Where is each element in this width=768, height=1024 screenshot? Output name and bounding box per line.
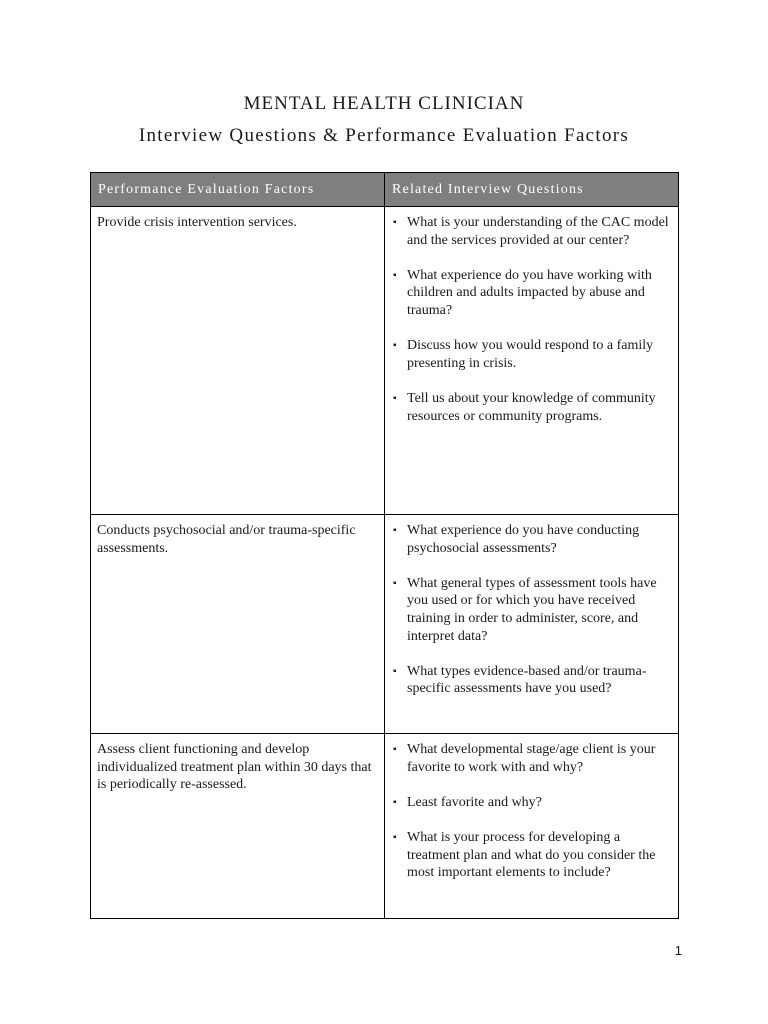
list-item	[391, 267, 672, 320]
factor-cell	[91, 515, 385, 734]
question-list	[391, 522, 672, 698]
square-bullet-icon: ▪	[393, 340, 397, 352]
page-number: 1	[674, 943, 682, 958]
square-bullet-icon: ▪	[393, 525, 397, 536]
square-bullet-icon: ▪	[393, 217, 397, 228]
list-item	[391, 575, 672, 645]
question-text: Least favorite and why?	[407, 794, 542, 810]
question-list	[391, 214, 672, 425]
list-item	[391, 390, 672, 425]
list-item	[391, 829, 672, 882]
factor-text: Conducts psychosocial and/or trauma-specific assessments.	[97, 523, 356, 556]
list-item	[391, 214, 672, 249]
square-bullet-icon: ▪	[393, 796, 397, 808]
question-text: What experience do you have conducting psychosocial assessments?	[407, 523, 640, 556]
factor-text: Assess client functioning and develop individualized treatment plan within 30 days that is periodically re-assessed.	[97, 742, 372, 793]
header-performance-factors: Performance Evaluation Factors	[91, 173, 385, 207]
table-row	[91, 207, 679, 515]
page-subtitle: Interview Questions & Performance Evaluation Factors	[138, 125, 630, 146]
list-item	[391, 663, 672, 698]
square-bullet-icon: ▪	[393, 665, 397, 677]
page-title: MENTAL HEALTH CLINICIAN	[243, 93, 525, 114]
table-header-row	[91, 173, 679, 207]
table-row	[91, 515, 679, 734]
square-bullet-icon: ▪	[393, 392, 397, 404]
list-item	[391, 741, 672, 776]
question-text: What experience do you have working with children and adults impacted by abuse and trauma?	[407, 267, 652, 318]
questions-cell	[385, 515, 679, 734]
question-text: What types evidence-based and/or trauma-specific assessments have you used?	[407, 663, 647, 697]
list-item	[391, 794, 672, 812]
table-row	[91, 734, 679, 919]
question-text: Discuss how you would respond to a family presenting in crisis.	[407, 338, 654, 371]
factor-text: Provide crisis intervention services.	[97, 215, 297, 230]
question-text: What is your process for developing a treatment plan and what do you consider the most important elements to include?	[407, 829, 656, 881]
questions-cell	[385, 734, 679, 919]
question-list	[391, 741, 672, 882]
square-bullet-icon: ▪	[393, 269, 397, 281]
square-bullet-icon: ▪	[393, 831, 397, 843]
factor-cell	[91, 207, 385, 515]
factor-cell	[91, 734, 385, 919]
question-text: Tell us about your knowledge of community resources or community programs.	[407, 390, 656, 424]
evaluation-table	[90, 172, 679, 919]
questions-cell	[385, 207, 679, 515]
question-text: What developmental stage/age client is your favorite to work with and why?	[407, 742, 656, 775]
question-text: What general types of assessment tools have you used or for which you have received training in order to administer, score, and interpret data?	[407, 575, 657, 644]
question-text: What is your understanding of the CAC model and the services provided at our center?	[407, 215, 669, 248]
list-item	[391, 522, 672, 557]
square-bullet-icon: ▪	[393, 744, 397, 755]
header-interview-questions: Related Interview Questions	[385, 173, 679, 207]
square-bullet-icon: ▪	[393, 577, 397, 589]
list-item	[391, 337, 672, 372]
